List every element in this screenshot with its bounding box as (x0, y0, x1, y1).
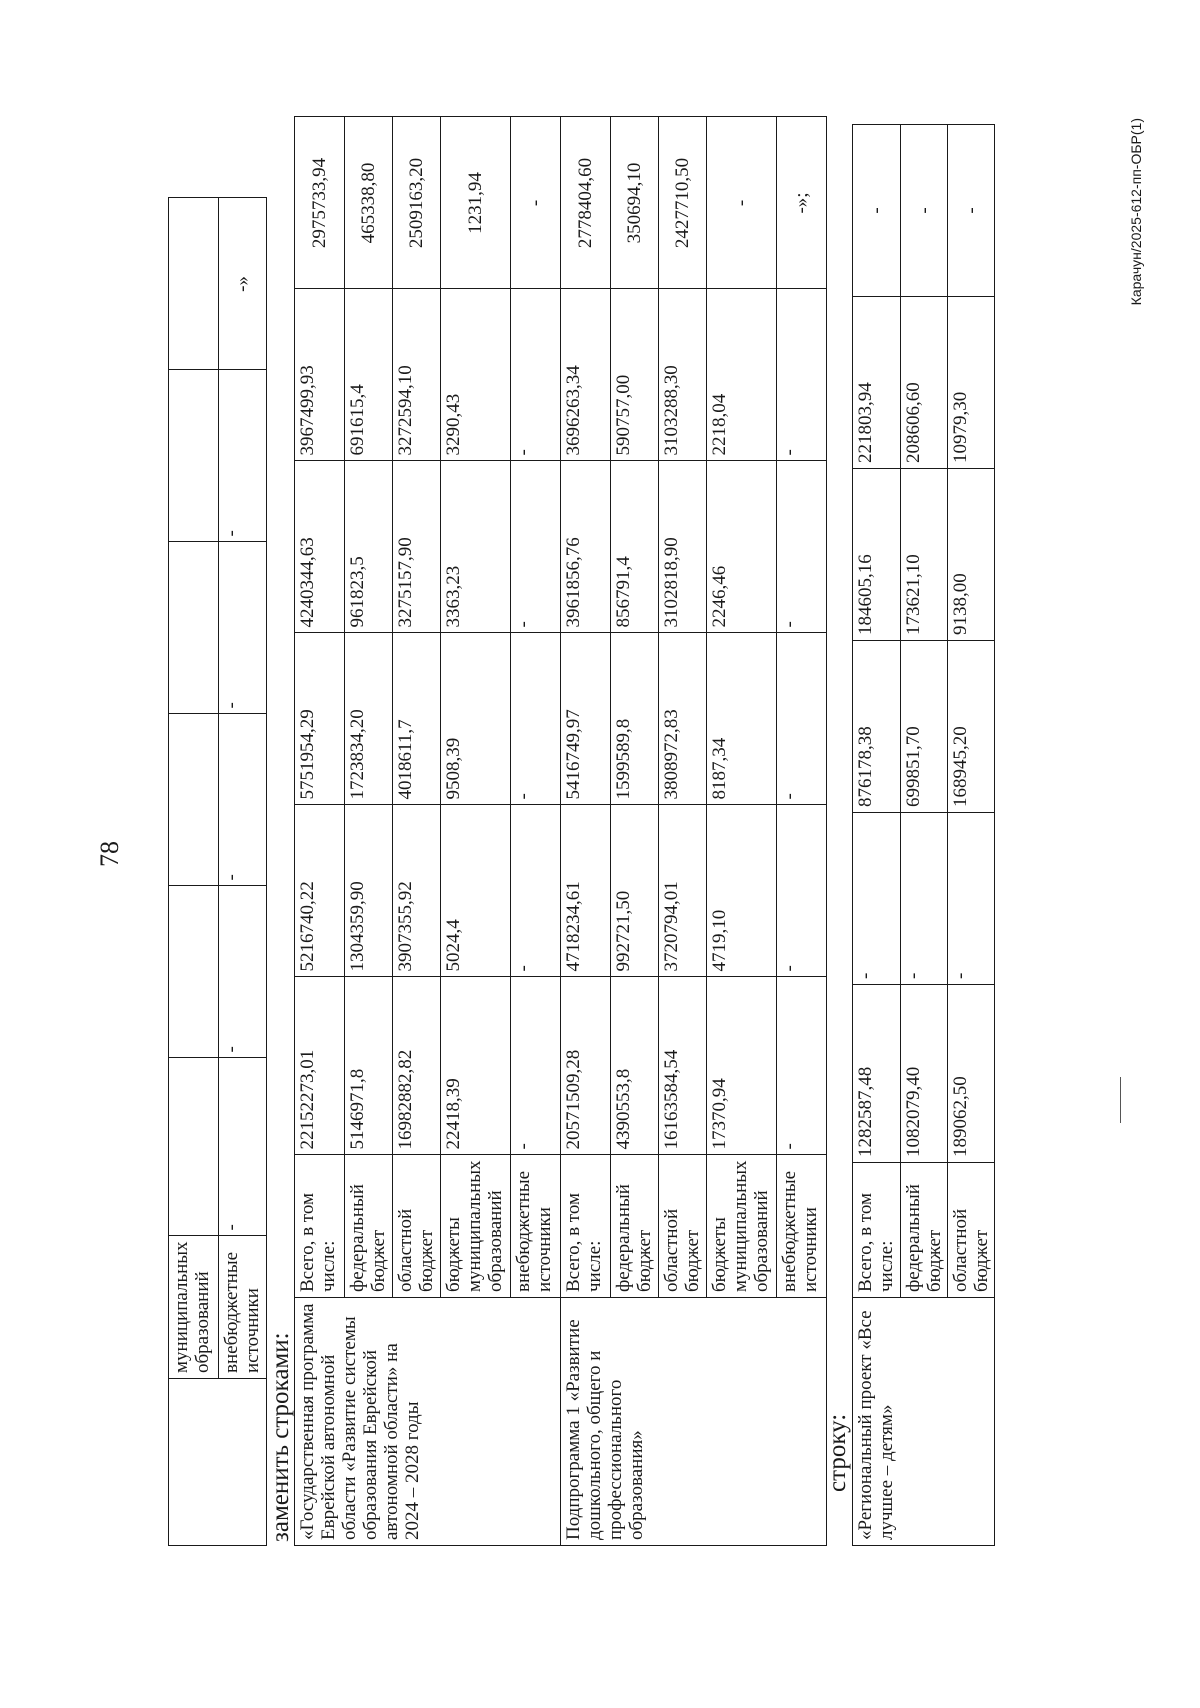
amount-cell (169, 714, 219, 886)
amount-cell: 168945,20 (948, 641, 995, 813)
amount-cell: 691615,4 (345, 289, 393, 461)
funding-source-cell: внебюджетные источники (511, 1155, 561, 1298)
amount-cell: 2427710,50 (659, 117, 707, 289)
line-label: строку: (824, 1413, 851, 1492)
amount-cell: 5416749,97 (561, 633, 611, 805)
table-row (295, 117, 345, 1546)
amount-cell: - (901, 813, 948, 985)
amount-cell: 8187,34 (707, 633, 777, 805)
funding-source-cell: Всего, в том числе: (561, 1155, 611, 1298)
amount-cell: 22152273,01 (295, 977, 345, 1155)
amount-cell: 184605,16 (853, 469, 901, 641)
amount-cell: - (219, 886, 267, 1058)
table-row (853, 125, 901, 1546)
amount-cell: - (777, 461, 827, 633)
amount-cell: 1231,94 (441, 117, 511, 289)
amount-cell: - (901, 125, 948, 297)
amount-cell: - (777, 977, 827, 1155)
funding-source-cell: муниципальных образований (169, 1236, 219, 1379)
amount-cell: 699851,70 (901, 641, 948, 813)
amount-cell: 1082079,40 (901, 985, 948, 1163)
amount-cell: 3961856,76 (561, 461, 611, 633)
amount-cell: 590757,00 (611, 289, 659, 461)
amount-cell: 3290,43 (441, 289, 511, 461)
program-name-cell: «Государственная программа Еврейской автономной области «Развитие системы образования Еврейской автономной области» на 2024 – 2028 годы (295, 1298, 561, 1546)
amount-cell: 2975733,94 (295, 117, 345, 289)
empty-name-cell (169, 1379, 267, 1546)
amount-cell (169, 542, 219, 714)
funding-source-cell: бюджеты муниципальных образований (441, 1155, 511, 1298)
amount-cell: 3272594,10 (393, 289, 441, 461)
amount-cell: -»; (777, 117, 827, 289)
amount-cell: 9138,00 (948, 469, 995, 641)
funding-source-cell: федеральный бюджет (345, 1155, 393, 1298)
funding-source-cell: федеральный бюджет (611, 1155, 659, 1298)
amount-cell: 1723834,20 (345, 633, 393, 805)
funding-source-cell: бюджеты муниципальных образований (707, 1155, 777, 1298)
amount-cell: - (853, 813, 901, 985)
amount-cell: 2778404,60 (561, 117, 611, 289)
amount-cell: 5024,4 (441, 805, 511, 977)
amount-cell: 5751954,29 (295, 633, 345, 805)
funding-source-cell: внебюджетные источники (777, 1155, 827, 1298)
amount-cell: - (511, 289, 561, 461)
funding-source-cell: внебюджетные источники (219, 1236, 267, 1379)
amount-cell: 208606,60 (901, 297, 948, 469)
amount-cell (169, 370, 219, 542)
amount-cell: 2218,04 (707, 289, 777, 461)
amount-cell: 3275157,90 (393, 461, 441, 633)
amount-cell: 4018611,7 (393, 633, 441, 805)
amount-cell: 173621,10 (901, 469, 948, 641)
amount-cell: 4718234,61 (561, 805, 611, 977)
amount-cell (169, 886, 219, 1058)
funding-source-cell: Всего, в том числе: (295, 1155, 345, 1298)
funding-source-cell: Всего, в том числе: (853, 1163, 901, 1298)
page-number: 78 (95, 841, 124, 867)
amount-cell: 189062,50 (948, 985, 995, 1163)
amount-cell: 4390553,8 (611, 977, 659, 1155)
amount-cell: 3720794,01 (659, 805, 707, 977)
table-row (561, 117, 611, 1546)
amount-cell: 17370,94 (707, 977, 777, 1155)
amount-cell: - (948, 813, 995, 985)
amount-cell: 22418,39 (441, 977, 511, 1155)
amount-cell: 1599589,8 (611, 633, 659, 805)
amount-cell: -» (219, 198, 267, 370)
amount-cell: 20571509,28 (561, 977, 611, 1155)
amount-cell: 1304359,90 (345, 805, 393, 977)
amount-cell: 992721,50 (611, 805, 659, 977)
amount-cell: 2246,46 (707, 461, 777, 633)
funding-source-cell: областной бюджет (659, 1155, 707, 1298)
amount-cell: 16163584,54 (659, 977, 707, 1155)
amount-cell: - (777, 805, 827, 977)
amount-cell: - (777, 633, 827, 805)
program-funding-table (294, 116, 827, 1546)
replace-label: заменить строками: (267, 1332, 294, 1542)
amount-cell: 961823,5 (345, 461, 393, 633)
amount-cell: 3967499,93 (295, 289, 345, 461)
amount-cell: - (511, 633, 561, 805)
program-name-cell: «Региональный проект «Все лучшее – детям» (853, 1298, 995, 1546)
amount-cell: 3696263,34 (561, 289, 611, 461)
amount-cell: - (511, 977, 561, 1155)
amount-cell: - (219, 714, 267, 886)
continuation-table (168, 197, 267, 1546)
amount-cell: 9508,39 (441, 633, 511, 805)
amount-cell: - (853, 125, 901, 297)
regional-project-table (852, 124, 995, 1546)
amount-cell: - (511, 461, 561, 633)
table-row (169, 198, 219, 1546)
funding-source-cell: федеральный бюджет (901, 1163, 948, 1298)
amount-cell: 465338,80 (345, 117, 393, 289)
amount-cell: - (707, 117, 777, 289)
amount-cell: 16982882,82 (393, 977, 441, 1155)
amount-cell (169, 198, 219, 370)
separator-mark (1120, 1077, 1121, 1123)
amount-cell: 5146971,8 (345, 977, 393, 1155)
amount-cell: 350694,10 (611, 117, 659, 289)
amount-cell: 4240344,63 (295, 461, 345, 633)
amount-cell: 3363,23 (441, 461, 511, 633)
funding-source-cell: областной бюджет (393, 1155, 441, 1298)
amount-cell: - (219, 370, 267, 542)
amount-cell: - (948, 125, 995, 297)
amount-cell: - (511, 805, 561, 977)
amount-cell: - (511, 117, 561, 289)
amount-cell: 3102818,90 (659, 461, 707, 633)
funding-source-cell: областной бюджет (948, 1163, 995, 1298)
table-row (219, 198, 267, 1546)
amount-cell: 4719,10 (707, 805, 777, 977)
amount-cell: 856791,4 (611, 461, 659, 633)
program-name-cell: Подпрограмма 1 «Развитие дошкольного, общего и профессионального образования» (561, 1298, 827, 1546)
amount-cell: 876178,38 (853, 641, 901, 813)
amount-cell: - (219, 542, 267, 714)
amount-cell: 1282587,48 (853, 985, 901, 1163)
amount-cell: 221803,94 (853, 297, 901, 469)
amount-cell (169, 1058, 219, 1236)
document-code: Карачун/2025-612-пп-ОБР(1) (1128, 118, 1144, 306)
amount-cell: - (219, 1058, 267, 1236)
amount-cell: 10979,30 (948, 297, 995, 469)
amount-cell: 2509163,20 (393, 117, 441, 289)
amount-cell: 5216740,22 (295, 805, 345, 977)
amount-cell: 3808972,83 (659, 633, 707, 805)
amount-cell: 3907355,92 (393, 805, 441, 977)
amount-cell: - (777, 289, 827, 461)
amount-cell: 3103288,30 (659, 289, 707, 461)
